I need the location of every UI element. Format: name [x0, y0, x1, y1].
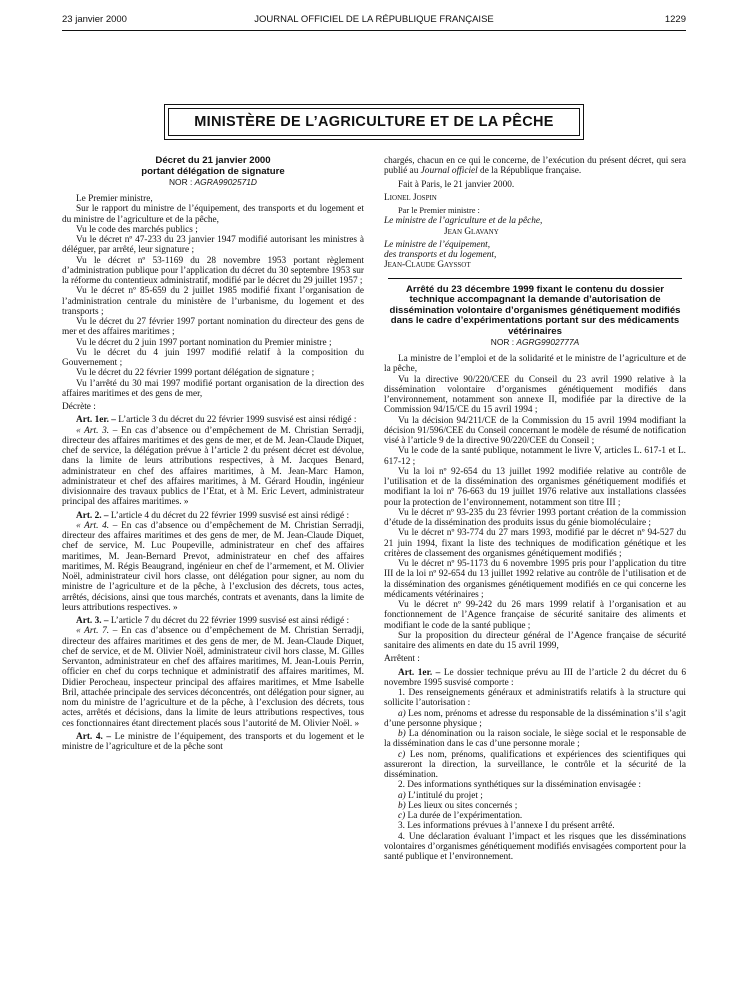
- par-le-premier-ministre: Par le Premier ministre :: [398, 206, 480, 215]
- decree-para: Vu le décret du 4 juin 1997 modifié relatif à la composition du Gouvernement ;: [62, 347, 364, 368]
- arrete-para: Sur la proposition du directeur général de l’Agence française de sécurité sanitaire des aliments en date du 15 avril 1999,: [384, 630, 686, 651]
- decree-title-line1: Décret du 21 janvier 2000: [155, 155, 271, 166]
- header-rule: [62, 30, 686, 31]
- item-1a-label: a): [398, 708, 406, 719]
- article-1-text: L’article 3 du décret du 22 février 1999 susvisé est ainsi rédigé :: [115, 415, 357, 426]
- item-3: 3. Les informations prévues à l’annexe I du présent arrêté.: [398, 821, 615, 832]
- arrete-para: Vu la directive 90/220/CEE du Conseil du 23 avril 1990 relative à la dissémination volontaire d’organismes génétiquement modifiés dans l’environnement, notamment son annexe II, modifiée par la directive de la Commission 94/15/CE du 15 avril 1994 ;: [384, 374, 686, 416]
- header-page-number: 1229: [664, 14, 686, 25]
- article-2-label: Art. 2. –: [76, 510, 109, 521]
- item-2b: [384, 801, 686, 811]
- arrete-para: Vu la décision 94/211/CE de la Commission du 15 avril 1994 modifiant la décision 91/596/CEE du Conseil concernant le modèle de résumé de notification visé à l’article 9 de la directive 90/220/CEE du Conseil ;: [384, 415, 686, 446]
- ministre-agriculture: Le ministre de l’agriculture et de la pêche,: [384, 216, 543, 227]
- item-2a: [384, 791, 686, 801]
- arrete-para: Vu le code de la santé publique, notamment le livre V, articles L. 617-1 et L. 617-12 ;: [384, 446, 686, 467]
- article-3-quote-label: « Art. 7. –: [76, 626, 118, 637]
- nor-code: AGRA9902571D: [194, 177, 257, 187]
- header-date: 23 janvier 2000: [62, 14, 127, 25]
- item-2b-text: Les lieux ou sites concernés ;: [405, 800, 518, 811]
- ministry-title-box: [164, 104, 584, 140]
- article-1-quote-text: En cas d’absence ou d’empêchement de M. Christian Serradji, directeur des affaires maritimes et des gens de mer, et de M. Jean-Claude Diquet, chef de service, la délégation prévue à l’article 2 du présent décret est dévolue, dans la limite de leurs attributions respectives, à M. Jacques Benard, administrateur en chef des affaires maritimes, à M. Jean-Marc Hamon, administrateur et chef des affaires maritimes, à M. Gérard Houdin, ingénieur divisionnaire des travaux publics de l’Etat, et à M. Eric Levert, administrateur principal des affaires maritimes. »: [62, 425, 364, 508]
- item-2b-label: b): [398, 800, 406, 811]
- left-column: [62, 156, 364, 752]
- article-2-quote-label: « Art. 4. –: [76, 520, 118, 531]
- arrete-para: Vu le décret nº 99-242 du 26 mars 1999 relatif à l’organisation et au fonctionnement de l’Agence française de sécurité sanitaire des aliments et modifiant le code de la santé publique ;: [384, 600, 686, 631]
- item-1b-text: La dénomination ou la raison sociale, le siège social et le responsable de la dissémination dans le cas d’une personne morale ;: [384, 729, 686, 750]
- article-1-quote-label: « Art. 3. –: [76, 425, 118, 436]
- arrete-article-1-label: Art. 1er. –: [398, 667, 441, 678]
- article-1-label: Art. 1er. –: [76, 415, 116, 426]
- article-4-label: Art. 4. –: [76, 731, 112, 742]
- item-1a: [384, 709, 686, 730]
- arretent-label: Arrêtent :: [384, 654, 420, 665]
- journal-officiel-italic: Journal officiel: [420, 166, 478, 177]
- signature-premier-ministre: Lionel Jospin: [384, 192, 437, 203]
- continuation-end: de la République française.: [477, 166, 582, 177]
- article-2: [62, 511, 364, 521]
- item-2c: [384, 811, 686, 821]
- item-4: 4. Une déclaration évaluant l’impact et les risques que les disséminations volontaires d’organismes génétiquement modifiés envisagées comportent pour la santé publique et l’environnement.: [384, 831, 686, 862]
- decree-para: Vu le décret nº 85-659 du 2 juillet 1985 modifié fixant l’organisation de l’administration centrale du ministère de l’urbanisme, du logement et des transports ;: [62, 286, 364, 317]
- arrete-para: Vu le décret nº 93-235 du 23 février 1993 portant création de la commission d’étude de la dissémination des produits issus du génie biomoléculaire ;: [384, 507, 686, 528]
- decree-para: Sur le rapport du ministre de l’équipement, des transports et du logement et du ministre de l’agriculture et de la pêche,: [62, 204, 364, 225]
- article-2-quote-text: En cas d’absence ou d’empêchement de M. Christian Serradji, directeur des affaires maritimes et des gens de mer, de M. Jean-Claude Diquet, chef de service, M. Luc Poupeville, administrateur en chef des affaires maritimes, M. Jean-Bernard Prevot, administrateur en chef des affaires maritimes, M. Régis Beaugrand, ingénieur en chef de l’armement, et M. Olivier Noël, administrateur civil hors classe, ont délégation pour signer, au nom du ministre de l’agriculture et de la pêche, à l’exclusion des décrets, tous actes, arrêtés, décisions, ainsi que tous marchés, contrats et avenants, dans la limite de leurs attributions respectives. »: [62, 520, 364, 613]
- header-journal-title: JOURNAL OFFICIEL DE LA RÉPUBLIQUE FRANÇAISE: [254, 14, 494, 25]
- continuation-text: chargés, chacun en ce qui le concerne, de l’exécution du présent décret, qui sera publié au: [384, 156, 686, 177]
- done-at-paris: Fait à Paris, le 21 janvier 2000.: [398, 179, 515, 190]
- article-3: [62, 616, 364, 626]
- signature-agriculture: Jean Glavany: [444, 226, 499, 237]
- decree-para: Vu le décret du 22 février 1999 portant délégation de signature ;: [76, 368, 315, 379]
- section-separator: [388, 278, 682, 279]
- article-3-quote-text: En cas d’absence ou d’empêchement de M. Christian Serradji, directeur des affaires maritimes et des gens de mer, de M. Jean-Claude Diquet, chef de service, et de M. Olivier Noël, administrateur civil hors classe, M. Gilles Servanton, administrateur en chef des affaires maritimes, M. Jean-Louis Perrin, officier en chef du corps technique et administratif des affaires maritimes, M. Didier Perocheau, inspecteur principal des affaires maritimes, et Mme Isabelle Bril, attachée principale des services déconcentrés, ont délégation pour signer, au nom du ministre de l’agriculture et de la pêche, à l’exclusion des décrets, tous actes, arrêtés et décisions, dans la limite de leurs attributions respectives, tous ces fonctionnaires étant directement placés sous l’autorité de M. Olivier Noël. »: [62, 626, 364, 729]
- ministre-equipement-line2: des transports et du logement,: [384, 250, 497, 260]
- item-2c-text: La durée de l’expérimentation.: [405, 811, 523, 821]
- item-1a-text: Les nom, prénoms et adresse du responsable de la dissémination s’il s’agit d’une personne physique ;: [384, 708, 686, 729]
- article-2-quote: [62, 521, 364, 613]
- nor-code: AGRG9902777A: [516, 337, 580, 347]
- arrete-article-1-text: Le dossier technique prévu au III de l’article 2 du décret du 6 novembre 1995 susvisé comporte :: [384, 667, 686, 688]
- item-1: 1. Des renseignements généraux et administratifs relatifs à la structure qui sollicite l’autorisation :: [384, 688, 686, 709]
- decree-para: Vu le décret du 2 juin 1997 portant nomination du Premier ministre ;: [76, 337, 332, 348]
- article-4: [62, 732, 364, 753]
- page-header: [62, 14, 686, 28]
- article-3-text: L’article 7 du décret du 22 février 1999 susvisé est ainsi rédigé :: [108, 616, 350, 626]
- nor-label: NOR :: [490, 337, 517, 347]
- item-2: 2. Des informations synthétiques sur la dissémination envisagée :: [398, 780, 641, 791]
- arrete-para: Vu la loi nº 92-654 du 13 juillet 1992 modifiée relative au contrôle de l’utilisation et de la dissémination des organismes génétiquement modifiés et modifiant la loi nº 76-663 du 19 juillet 1976 relative aux installations classées pour la protection de l’environnement, notamment son titre III ;: [384, 466, 686, 508]
- decree-continuation: [384, 156, 686, 177]
- decree-para: Le Premier ministre,: [76, 194, 153, 204]
- item-2a-label: a): [398, 790, 406, 801]
- arrete-para: La ministre de l’emploi et de la solidarité et le ministre de l’agriculture et de la pêche,: [384, 354, 686, 375]
- article-1: [62, 415, 364, 425]
- decree-para: Vu l’arrêté du 30 mai 1997 modifié portant organisation de la direction des affaires maritimes et des gens de mer,: [62, 378, 364, 399]
- decree-para: Vu le décret nº 47-233 du 23 janvier 1947 modifié autorisant les ministres à déléguer, par arrêté, leur signature ;: [62, 235, 364, 256]
- article-4-text: Le ministre de l’équipement, des transports et du logement et le ministre de l’agriculture et de la pêche sont: [62, 731, 364, 752]
- decree-para: Vu le code des marchés publics ;: [76, 224, 198, 235]
- article-2-text: L’article 4 du décret du 22 février 1999 susvisé est ainsi rédigé :: [108, 510, 350, 521]
- ministry-title: MINISTÈRE DE L’AGRICULTURE ET DE LA PÊCHE: [168, 108, 580, 136]
- item-1b-label: b): [398, 729, 406, 739]
- ministre-equipement-line1: Le ministre de l’équipement,: [384, 239, 491, 250]
- item-1c-text: Les nom, prénoms, qualifications et expériences des scientifiques qui assureront la direction, la surveillance, le contrôle et la sécurité de la dissémination.: [384, 749, 686, 780]
- signature-equipement: Jean-Claude Gayssot: [384, 260, 471, 271]
- article-3-label: Art. 3. –: [76, 616, 109, 626]
- arrete-para: Vu le décret nº 95-1173 du 6 novembre 1995 pris pour l’application du titre III de la loi nº 92-654 du 13 juillet 1992 relative au contrôle de l’utilisation et de la dissémination des organismes génétiquement modifiés en ce qui concerne les médicaments vétérinaires ;: [384, 559, 686, 600]
- arrete-nor: [384, 337, 686, 348]
- decree-title: [62, 156, 364, 177]
- right-column: [384, 156, 686, 862]
- arrete-title: Arrêté du 23 décembre 1999 fixant le contenu du dossier technique accompagnant la demande d’autorisation de dissémination volontaire d’organismes génétiquement modifiés dans le cadre d’expérimentations portant sur des médicaments vétérinaires: [389, 283, 681, 337]
- nor-label: NOR :: [169, 177, 195, 187]
- decree-para: Vu le décret du 27 février 1997 portant nomination du directeur des gens de mer et des affaires maritimes ;: [62, 317, 364, 338]
- arrete-article-1: [384, 668, 686, 689]
- item-2a-text: L’intitulé du projet ;: [405, 790, 483, 801]
- decree-nor: [62, 177, 364, 188]
- article-3-quote: [62, 626, 364, 729]
- decrete-label: Décrète :: [62, 402, 96, 412]
- decree-title-line2: portant délégation de signature: [141, 165, 285, 177]
- article-1-quote: [62, 426, 364, 508]
- item-2c-label: c): [398, 811, 406, 821]
- arrete-para: Vu le décret nº 93-774 du 27 mars 1993, modifié par le décret nº 94-527 du 21 juin 1994, fixant la liste des techniques de modification génétique et les critères de classement des organismes génétiquement modifiés ;: [384, 528, 686, 559]
- item-1c: [384, 750, 686, 781]
- item-1c-label: c): [398, 749, 406, 760]
- decree-para: Vu le décret nº 53-1169 du 28 novembre 1953 portant règlement d’administration publique pour l’application du décret du 30 septembre 1953 sur la réforme du contentieux administratif, modifié par le décret du 29 juillet 1957 ;: [62, 255, 364, 286]
- item-1b: [384, 729, 686, 750]
